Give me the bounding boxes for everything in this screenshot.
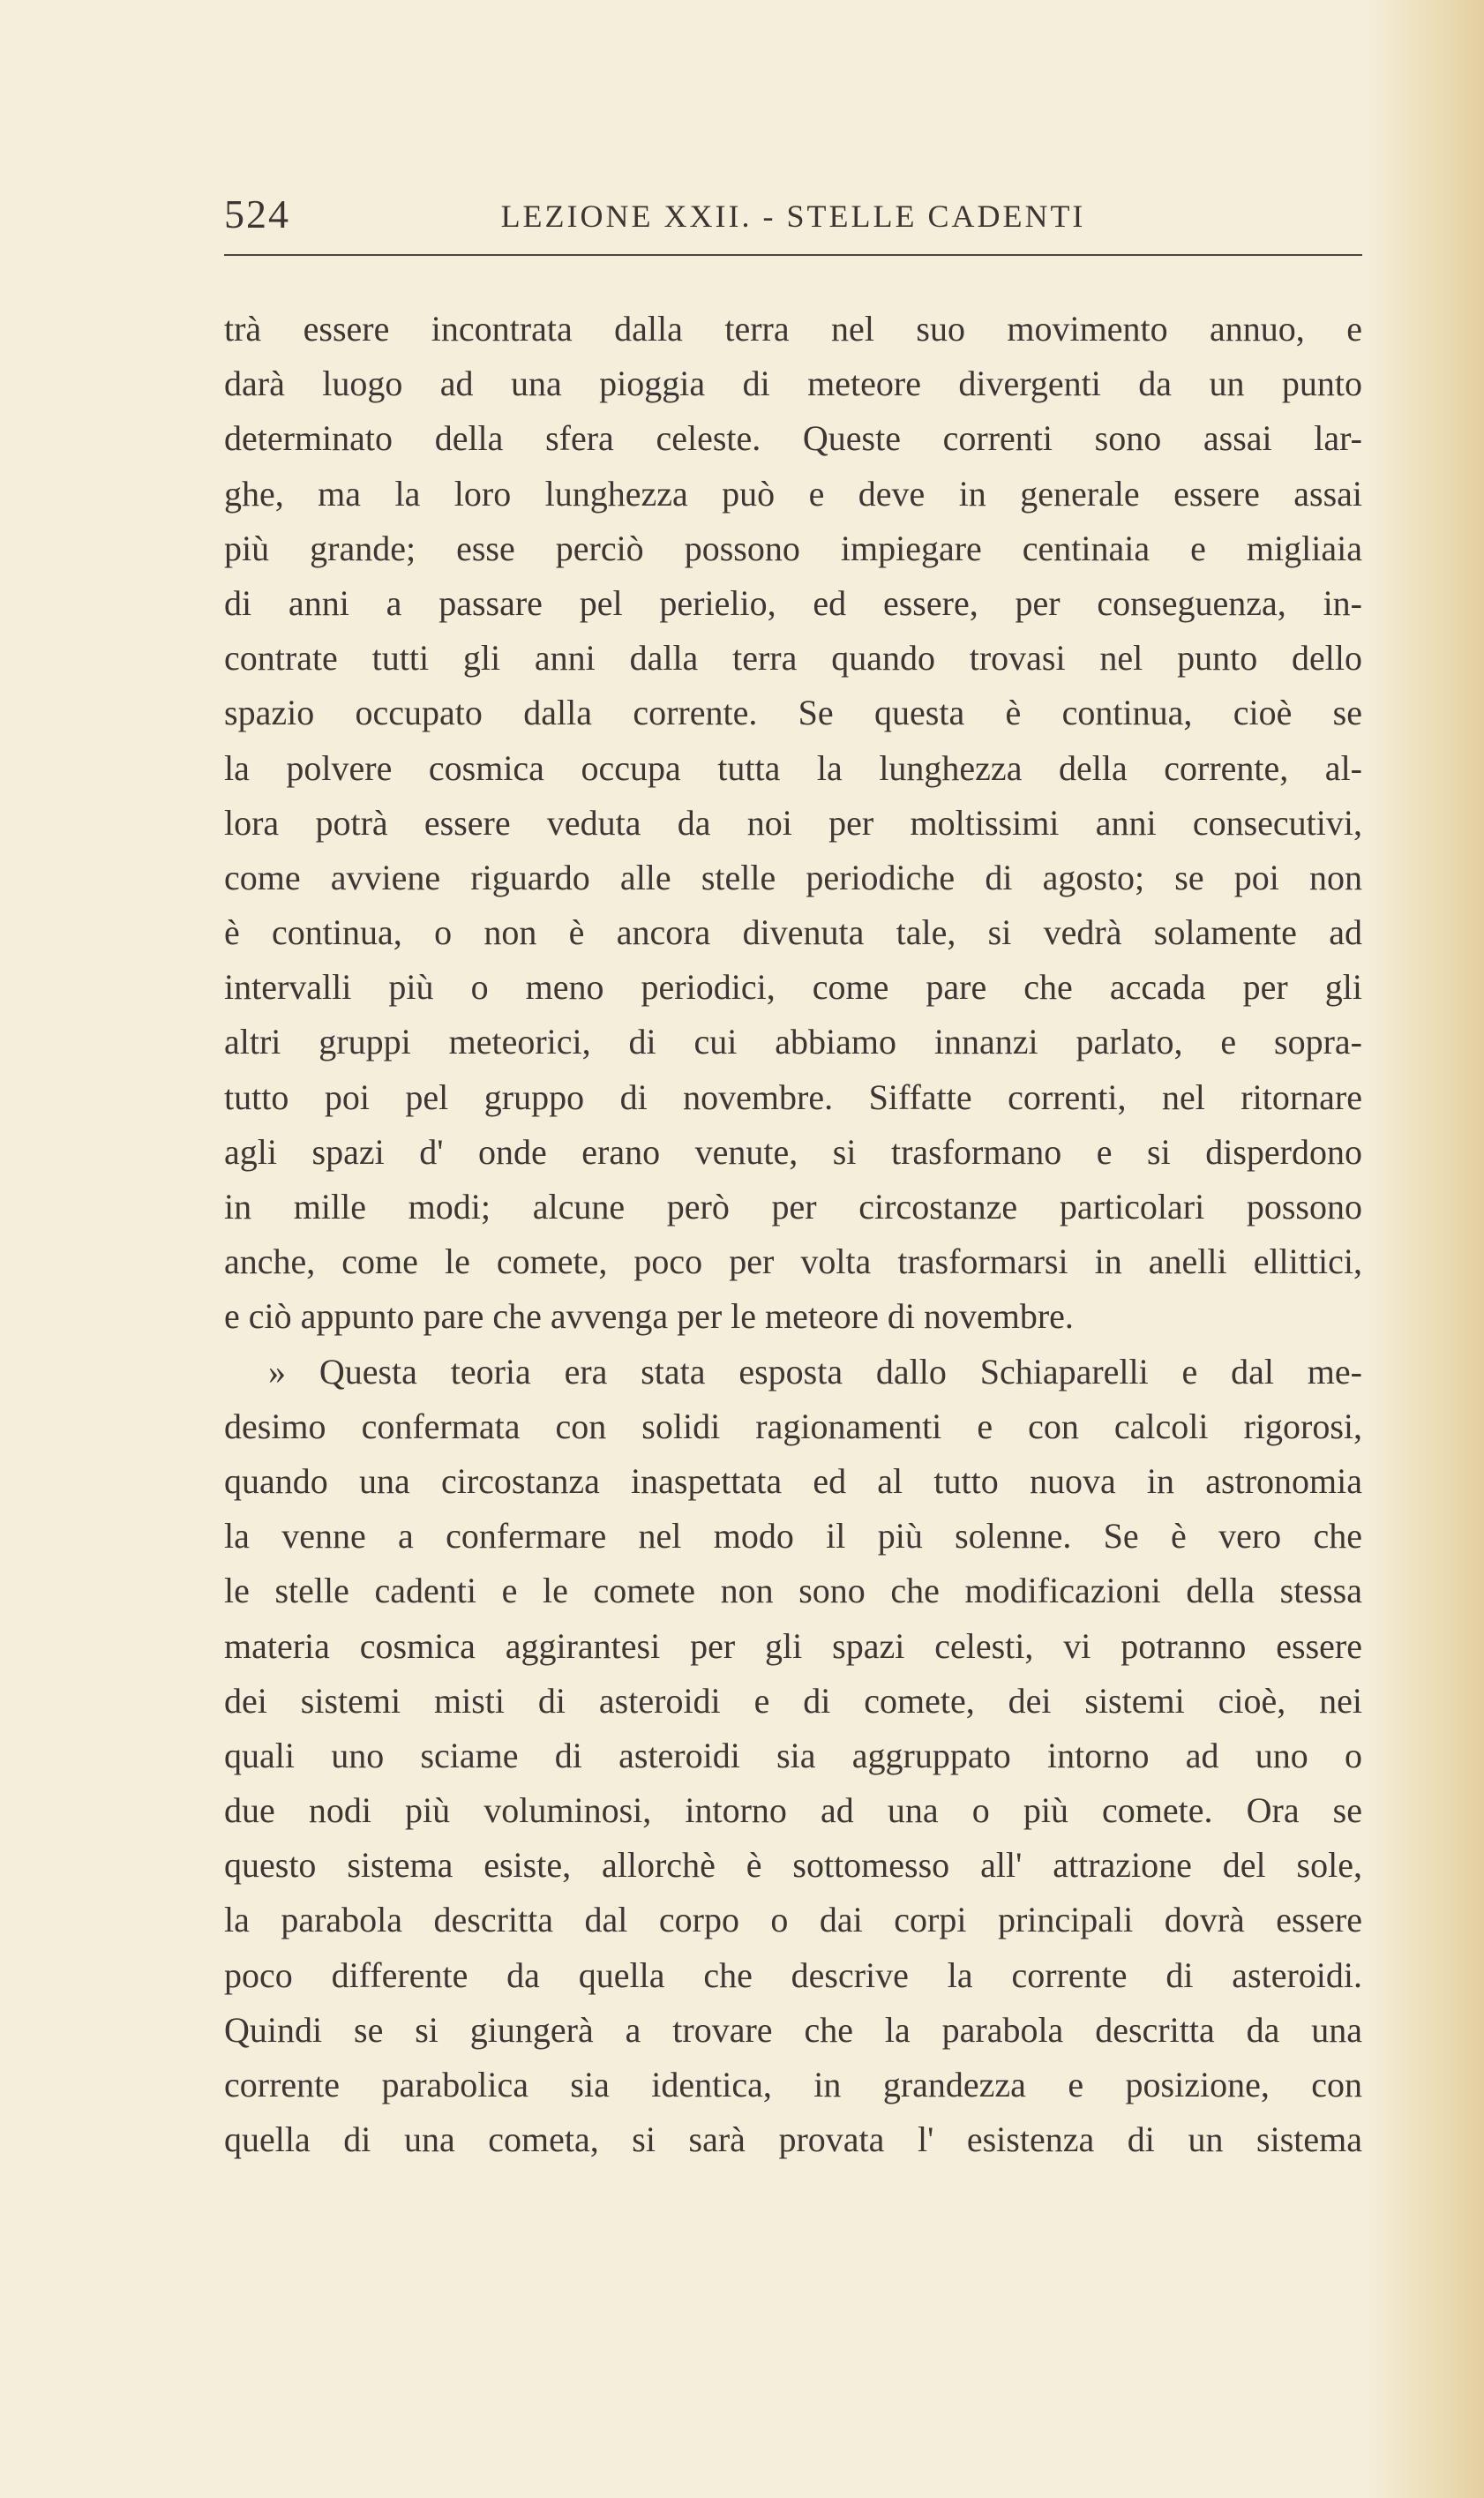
- text-line: tutto poi pel gruppo di novembre. Siffatte correnti, nel ritornare: [224, 1076, 1362, 1117]
- header-rule: [224, 254, 1362, 256]
- text-line: in mille modi; alcune però per circostanze particolari possono: [224, 1187, 1362, 1226]
- text-line: corrente parabolica sia identica, in grandezza e posizione, con: [224, 2065, 1362, 2104]
- text-line: la parabola descritta dal corpo o dai corpi principali dovrà essere: [224, 1900, 1362, 1940]
- text-line: Quindi se si giungerà a trovare che la parabola descritta da una: [224, 2009, 1362, 2050]
- text-line: altri gruppi meteorici, di cui abbiamo innanzi parlato, e sopra-: [224, 1022, 1362, 1062]
- text-line: poco differente da quella che descrive la corrente di asteroidi.: [224, 1954, 1362, 1995]
- page-header: [224, 191, 1362, 244]
- text-line: lora potrà essere veduta da noi per moltissimi anni consecutivi,: [224, 802, 1362, 843]
- body-text: [224, 302, 1362, 2167]
- page-number: 524: [224, 191, 290, 236]
- text-line: determinato della sfera celeste. Queste correnti sono assai lar-: [224, 418, 1362, 459]
- text-line: intervalli più o meno periodici, come pare che accada per gli: [224, 967, 1362, 1008]
- text-line: più grande; esse perciò possono impiegare centinaia e migliaia: [224, 528, 1362, 568]
- running-head: LEZIONE XXII. - STELLE CADENTI: [500, 199, 1086, 234]
- text-line: darà luogo ad una pioggia di meteore divergenti da un punto: [224, 364, 1362, 404]
- text-line: quando una circostanza inaspettata ed al tutto nuova in astronomia: [224, 1460, 1362, 1501]
- text-line: agli spazi d' onde erano venute, si trasformano e si disperdono: [224, 1131, 1362, 1172]
- text-line: quali uno sciame di asteroidi sia aggruppato intorno ad uno o: [224, 1735, 1362, 1775]
- text-line: di anni a passare pel perielio, ed essere, per conseguenza, in-: [224, 582, 1362, 623]
- text-line: anche, come le comete, poco per volta trasformarsi in anelli ellittici,: [224, 1241, 1362, 1282]
- text-line: come avviene riguardo alle stelle periodiche di agosto; se poi non: [224, 857, 1362, 897]
- text-line: è continua, o non è ancora divenuta tale, si vedrà solamente ad: [224, 912, 1362, 953]
- text-line: ghe, ma la loro lunghezza può e deve in generale essere assai: [224, 473, 1362, 514]
- text-line: trà essere incontrata dalla terra nel suo movimento annuo, e: [224, 309, 1362, 349]
- text-line: desimo confermata con solidi ragionamenti e con calcoli rigorosi,: [224, 1406, 1362, 1446]
- text-line: spazio occupato dalla corrente. Se questa è continua, cioè se: [224, 693, 1362, 733]
- paragraph-start-line: » Questa teoria era stata esposta dallo Schiaparelli e dal me-: [268, 1351, 1362, 1392]
- text-line: questo sistema esiste, allorchè è sottomesso all' attrazione del sole,: [224, 1845, 1362, 1886]
- text-line: dei sistemi misti di asteroidi e di comete, dei sistemi cioè, nei: [224, 1680, 1362, 1721]
- text-line: la polvere cosmica occupa tutta la lunghezza della corrente, al-: [224, 747, 1362, 788]
- text-line: la venne a confermare nel modo il più solenne. Se è vero che: [224, 1516, 1362, 1557]
- text-line: le stelle cadenti e le comete non sono che modificazioni della stessa: [224, 1571, 1362, 1611]
- text-line: materia cosmica aggirantesi per gli spazi celesti, vi potranno essere: [224, 1625, 1362, 1666]
- text-line: contrate tutti gli anni dalla terra quando trovasi nel punto dello: [224, 638, 1362, 679]
- paragraph-end-line: e ciò appunto pare che avvenga per le meteore di novembre.: [224, 1296, 1074, 1337]
- text-line: quella di una cometa, si sarà provata l' esistenza di un sistema: [224, 2119, 1362, 2160]
- text-line: due nodi più voluminosi, intorno ad una o più comete. Ora se: [224, 1790, 1362, 1831]
